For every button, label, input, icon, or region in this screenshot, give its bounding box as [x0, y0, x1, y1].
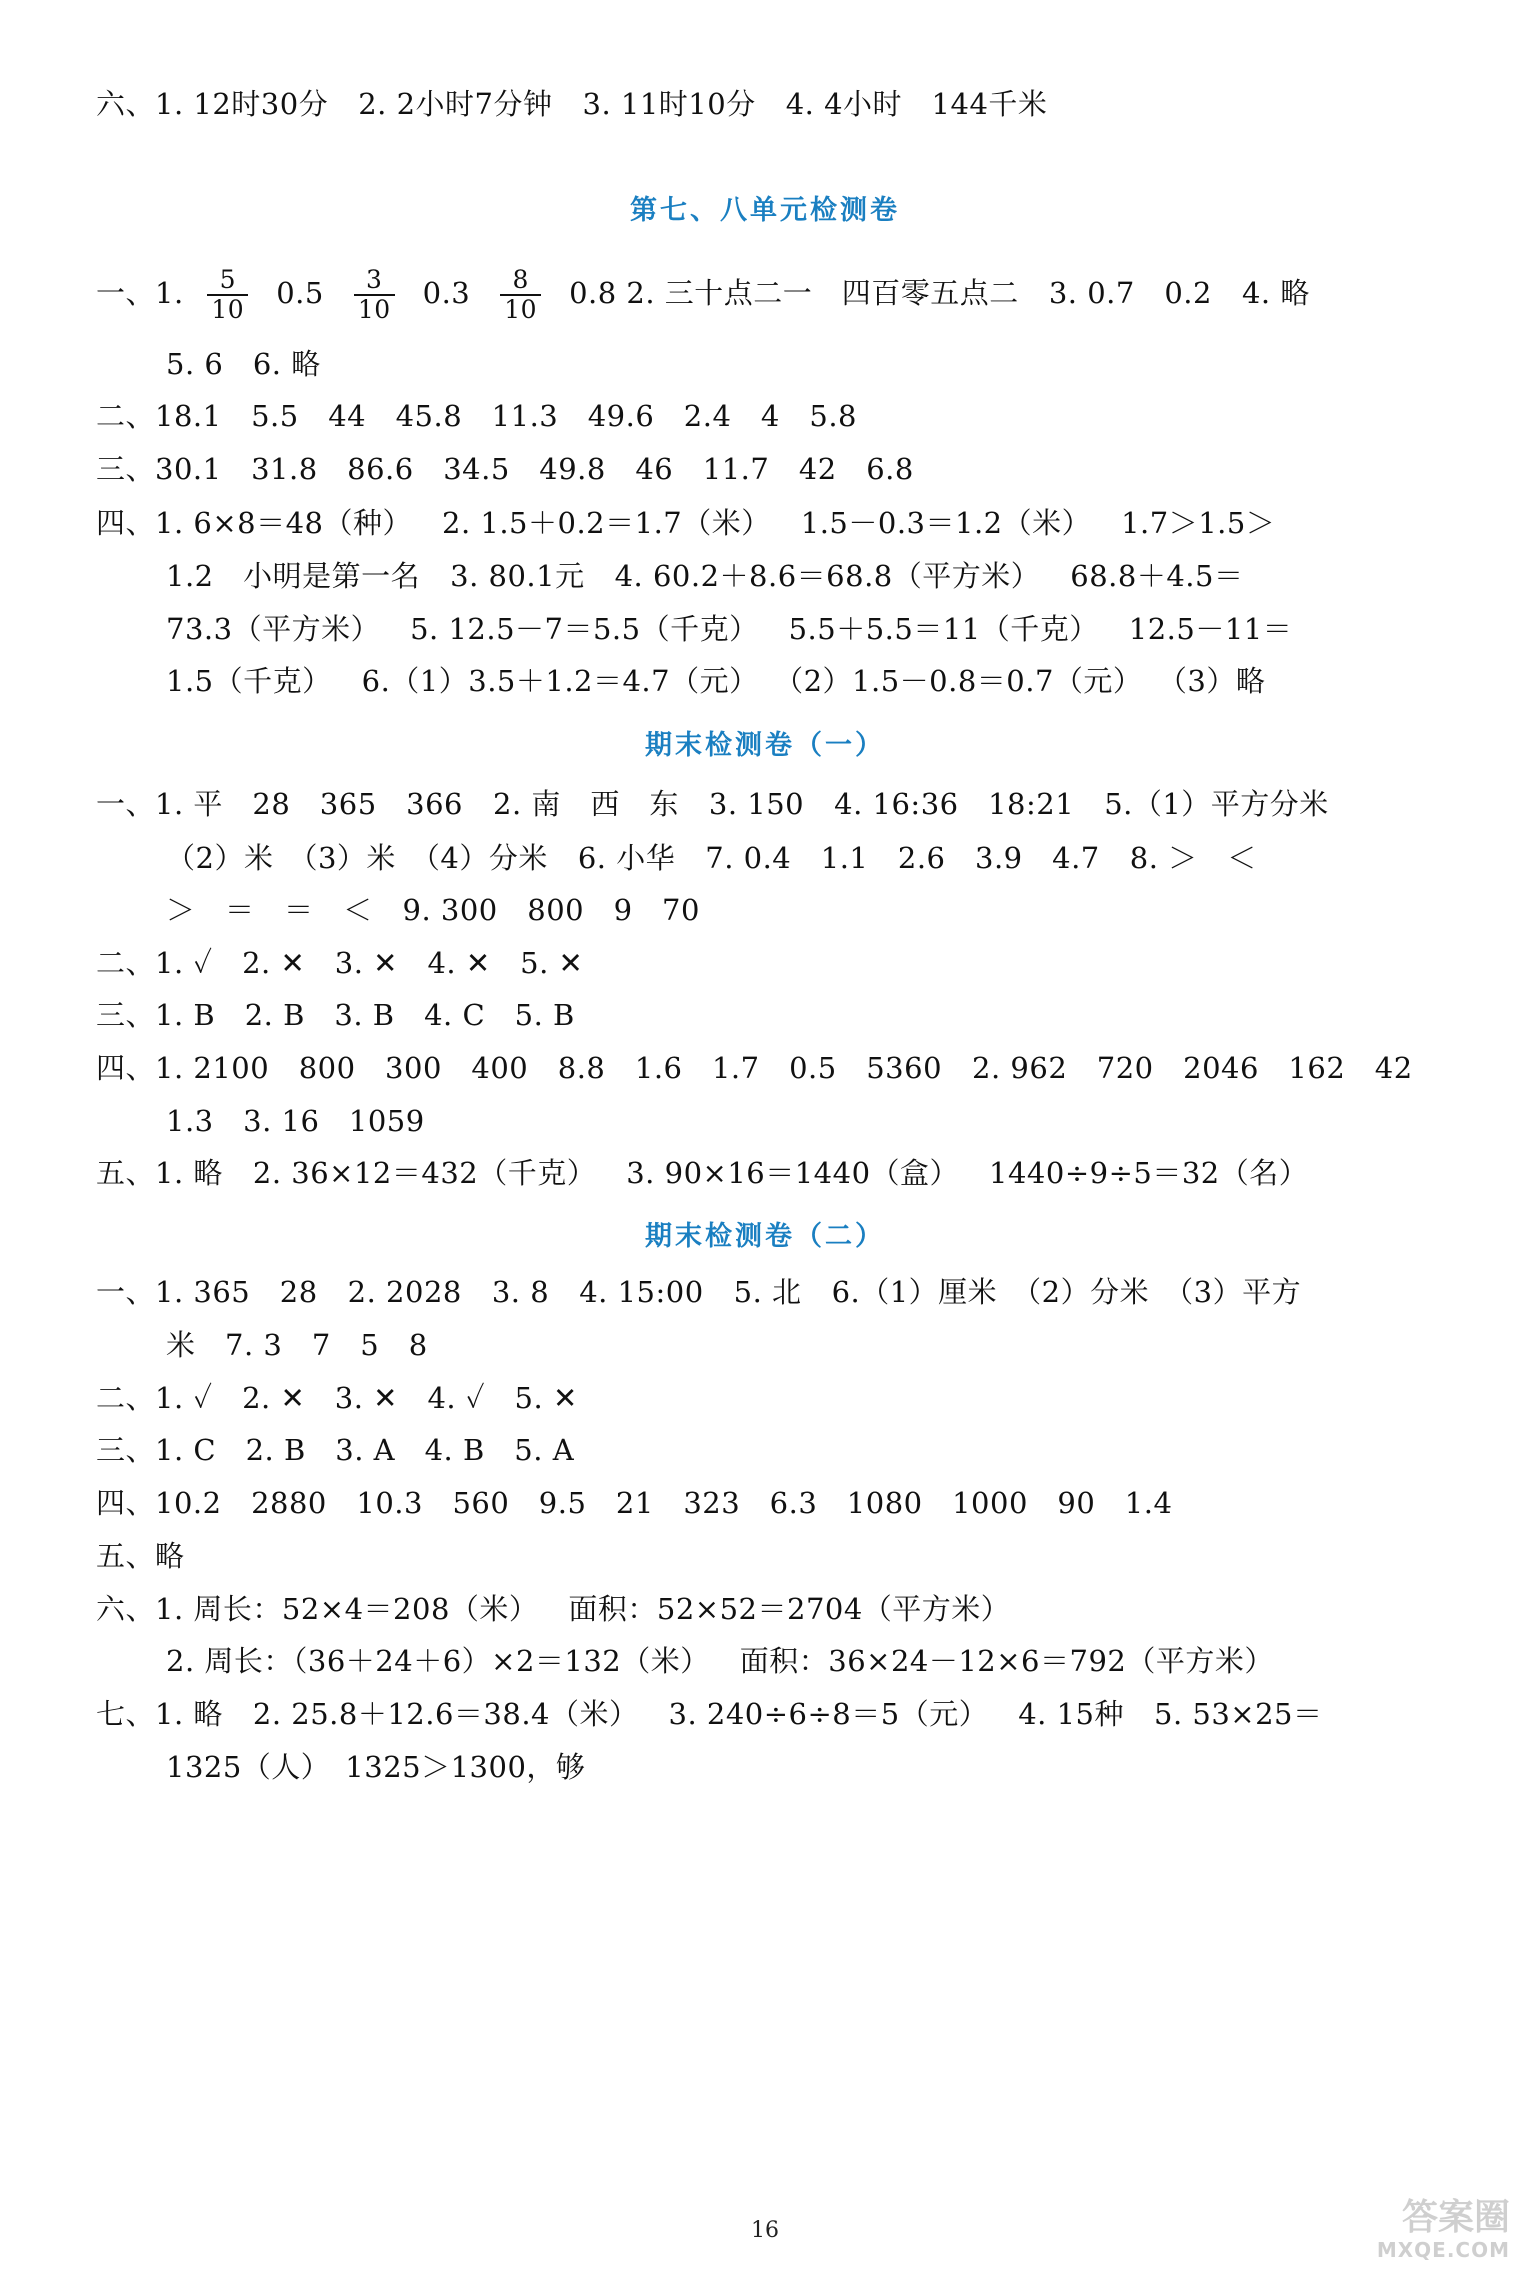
answer-line [96, 1694, 1323, 1734]
decimal-value: 0.8 [569, 276, 617, 310]
answer-segment: 9. 300 800 9 70 [402, 893, 700, 927]
answer-segment: 六、1. 周长：52×4＝208（米） [96, 1592, 539, 1626]
answer-segment: （2）1.5－0.8＝0.7（元） [788, 664, 1143, 698]
decimal-value: 0.5 [276, 276, 324, 310]
answer-line [96, 1048, 1413, 1088]
answer-line [166, 609, 1292, 649]
fraction-answer-line [96, 258, 1310, 328]
watermark-text: MXQE.COM [1376, 2238, 1510, 2262]
answer-segment: 2. 1.5＋0.2＝1.7（米） [442, 506, 771, 540]
answer-segment: 七、1. 略 [96, 1697, 223, 1731]
answer-segment: 1325（人） 1325＞1300，够 [166, 1750, 586, 1784]
answer-line [96, 1153, 1308, 1193]
fraction-denominator: 10 [504, 295, 538, 324]
answer-line [96, 1536, 185, 1576]
fraction [207, 266, 248, 324]
answer-segment: 四、1. 6×8＝48（种） [96, 506, 412, 540]
answer-segment: 1.5－0.3＝1.2（米） [800, 506, 1092, 540]
answer-segment: （3）略 [1172, 664, 1266, 698]
section-heading-final-exam-2: 期末检测卷（二） [645, 1221, 885, 1252]
answer-segment: 3. 90×16＝1440（盒） [626, 1156, 960, 1190]
fraction-numerator: 3 [354, 266, 395, 296]
answer-segment: 二、1. ✓ 2. ✕ 3. ✕ 4. ✕ 5. ✕ [96, 946, 584, 980]
answer-segment: 2. 2小时7分钟 [358, 87, 553, 121]
answer-segment: 4. 略 [1241, 276, 1310, 310]
answer-segment: 7. 0.4 1.1 2.6 3.9 4.7 [705, 841, 1100, 875]
answer-line [166, 838, 1257, 878]
answer-segment: 二、1. ✓ 2. ✕ 3. ✕ 4. ✓ 5. ✕ [96, 1381, 578, 1415]
answer-segment: 73.3（平方米） [166, 612, 381, 646]
answer-segment: 1440÷9÷5＝32（名） [989, 1156, 1309, 1190]
answer-line [96, 1378, 578, 1418]
answer-segment: 二、18.1 5.5 44 45.8 11.3 49.6 2.4 4 5.8 [96, 399, 857, 433]
answer-line [96, 449, 914, 489]
section-heading-final-exam-1: 期末检测卷（一） [645, 730, 885, 761]
answer-segment: 三、1. C 2. B 3. A 4. B 5. A [96, 1433, 575, 1467]
answer-line [96, 1272, 1301, 1312]
answer-segment: 6.（1）厘米 （2）分米 （3）平方 [831, 1275, 1302, 1309]
answer-segment: 2. 2028 [347, 1275, 462, 1309]
answer-segment: 三、1. B 2. B 3. B 4. C 5. B [96, 998, 575, 1032]
answer-segment: 4. 16:36 18:21 [834, 787, 1075, 821]
answer-line [96, 396, 857, 436]
answer-line [96, 1483, 1172, 1523]
answer-line [96, 84, 1047, 124]
answer-line [96, 1430, 574, 1470]
answer-segment: 四、1. 2100 800 300 400 8.8 1.6 1.7 0.5 5360 [96, 1051, 943, 1085]
answer-segment: 6.（1）3.5＋1.2＝4.7（元） [361, 664, 759, 698]
fraction-numerator: 8 [500, 266, 541, 296]
answer-line [166, 1641, 1274, 1681]
answer-segment: 面积：52×52＝2704（平方米） [568, 1592, 1011, 1626]
answer-segment: 5. 6 6. 略 [166, 347, 321, 381]
answer-line [96, 1589, 1010, 1629]
answer-segment: 5.5＋5.5＝11（千克） [788, 612, 1099, 646]
answer-segment: 5. 北 [733, 1275, 802, 1309]
answer-segment: 4. 15:00 [579, 1275, 704, 1309]
answer-line [96, 784, 1329, 824]
watermark-logo: 答案圈 [1401, 2197, 1510, 2238]
answer-segment: 三、30.1 31.8 86.6 34.5 49.8 46 11.7 42 6.8 [96, 452, 914, 486]
answer-line [166, 1101, 425, 1141]
site-watermark [1260, 2192, 1510, 2262]
answer-segment: 5. 12.5－7＝5.5（千克） [410, 612, 759, 646]
fraction-line-rest [626, 276, 1309, 310]
fraction-denominator: 10 [357, 295, 391, 324]
answer-line [96, 503, 1275, 543]
answer-segment: （2）米 （3）米 （4）分米 [166, 841, 548, 875]
fraction-numerator: 5 [207, 266, 248, 296]
answer-segment: 2. 南 西 东 [493, 787, 679, 821]
answer-segment: 六、1. 12时30分 [96, 87, 329, 121]
answer-segment: 一、1. 365 28 [96, 1275, 318, 1309]
answer-segment: 2. 36×12＝432（千克） [252, 1156, 597, 1190]
answer-segment: 3. 240÷6÷8＝5（元） [668, 1697, 989, 1731]
answer-segment: 1.5（千克） [166, 664, 332, 698]
answer-segment: 6. 小华 [577, 841, 676, 875]
answer-segment: 五、略 [96, 1539, 185, 1573]
answer-segment: 五、1. 略 [96, 1156, 223, 1190]
answer-segment: 1.7＞1.5＞ [1121, 506, 1276, 540]
answer-segment: ＞ ＝ ＝ ＜ [166, 893, 373, 927]
answer-segment: 3. 11时10分 [582, 87, 756, 121]
answer-segment: 2. 25.8＋12.6＝38.4（米） [252, 1697, 639, 1731]
answer-line [166, 661, 1265, 701]
answer-segment: 米 7. 3 7 5 8 [166, 1328, 428, 1362]
answer-line [166, 344, 321, 384]
answer-segment: 3. 8 [491, 1275, 550, 1309]
answer-segment: 5.（1）平方分米 [1104, 787, 1329, 821]
answer-segment: 四、10.2 2880 10.3 560 9.5 21 323 6.3 1080 1000 90 1.4 [96, 1486, 1173, 1520]
answer-segment: 4. 15种 [1018, 1697, 1124, 1731]
answer-segment: 1.3 3. 16 1059 [166, 1104, 425, 1138]
fraction [354, 266, 395, 324]
answer-line [166, 1747, 585, 1787]
answer-segment: 3. 150 [708, 787, 805, 821]
answer-segment: 68.8＋4.5＝ [1070, 559, 1244, 593]
page-number: 16 [751, 2218, 779, 2243]
answer-segment: 面积：36×24－12×6＝792（平方米） [739, 1644, 1274, 1678]
answer-line [166, 1325, 428, 1365]
answer-segment: 2. 三十点二一 四百零五点二 [626, 276, 1019, 310]
answer-segment: 2. 962 720 2046 162 42 [972, 1051, 1413, 1085]
answer-segment: 8. ＞ ＜ [1129, 841, 1257, 875]
answer-segment: 3. 80.1元 [450, 559, 585, 593]
answer-segment: 12.5－11＝ [1128, 612, 1293, 646]
answer-segment: 3. 0.7 0.2 [1048, 276, 1212, 310]
answer-line [166, 890, 700, 930]
answer-segment: 2. 周长：（36＋24＋6）×2＝132（米） [166, 1644, 710, 1678]
answer-line [166, 556, 1243, 596]
fraction [500, 266, 541, 324]
answer-segment: 4. 60.2＋8.6＝68.8（平方米） [614, 559, 1041, 593]
question-prefix: 一、1. [96, 276, 184, 310]
answer-segment: 1.2 小明是第一名 [166, 559, 421, 593]
answer-line [96, 995, 575, 1035]
answer-segment: 5. 53×25＝ [1154, 1697, 1323, 1731]
fraction-group [207, 265, 617, 324]
answer-segment: 4. 4小时 144千米 [785, 87, 1048, 121]
decimal-value: 0.3 [422, 276, 471, 310]
answer-segment: 一、1. 平 28 365 366 [96, 787, 463, 821]
fraction-denominator: 10 [211, 295, 245, 324]
section-heading-units-7-8: 第七、八单元检测卷 [630, 195, 900, 226]
answer-line [96, 943, 583, 983]
